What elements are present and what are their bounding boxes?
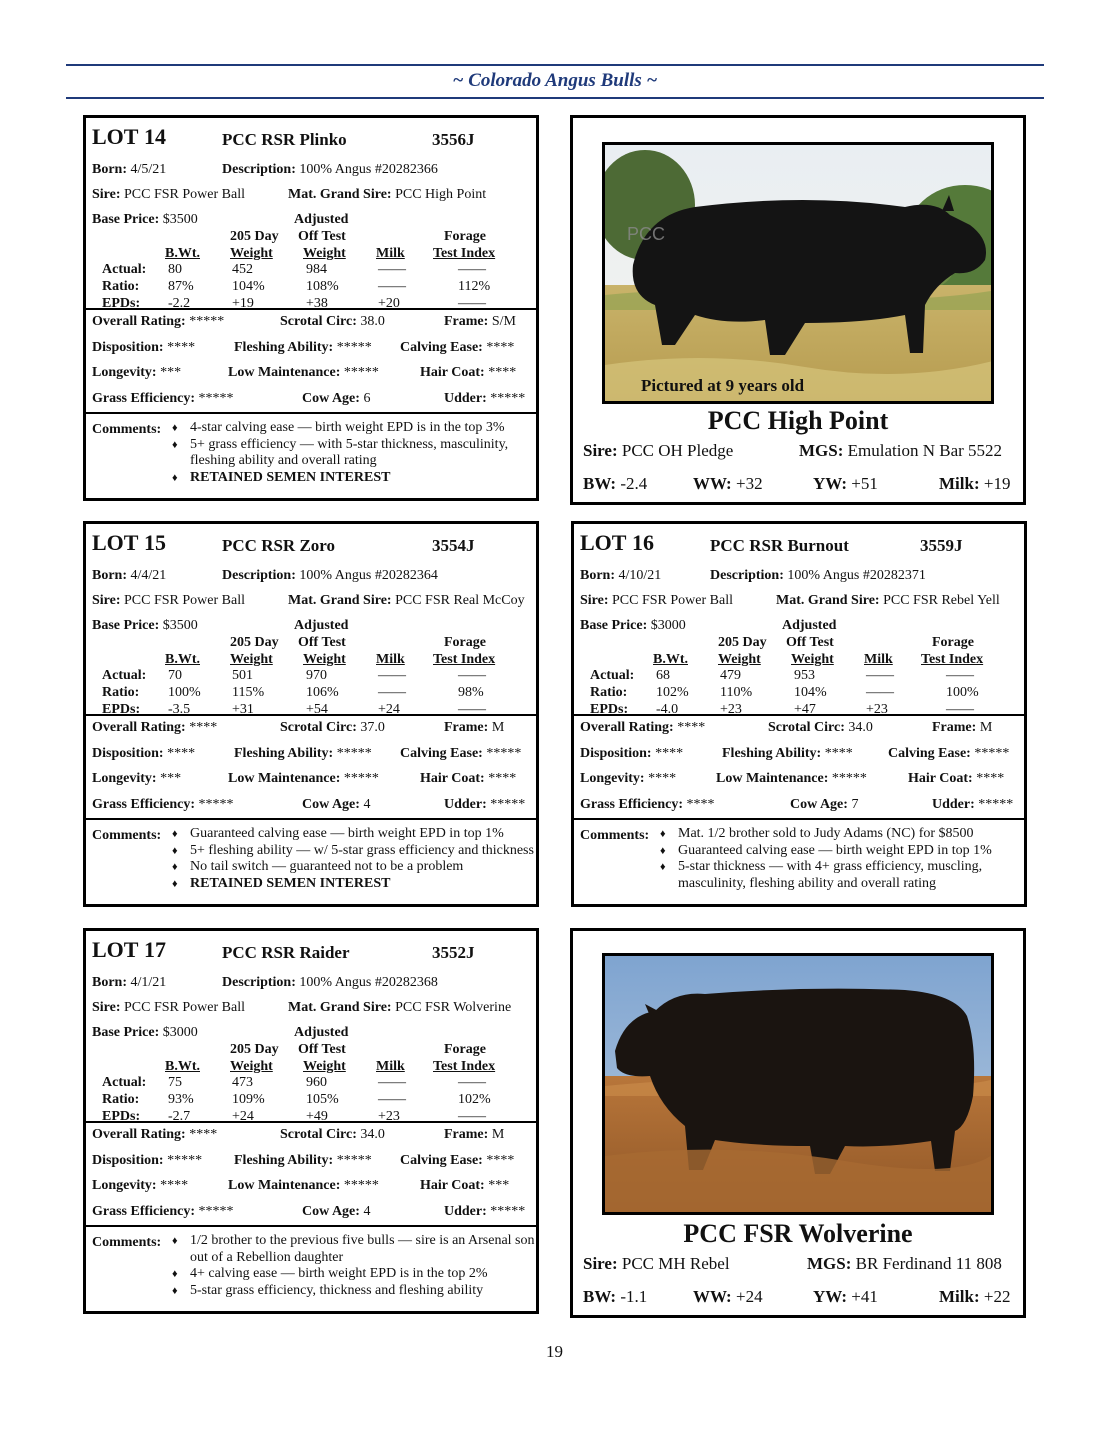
perf-header: 205 Day: [230, 1042, 279, 1057]
comment-item: ♦ 5-star grass efficiency, thickness and fleshing ability: [172, 1282, 484, 1298]
sire-field: Sire: PCC FSR Power Ball: [92, 1000, 245, 1015]
comments-list: [172, 1233, 536, 1299]
perf-header: Ratio:: [590, 685, 628, 700]
perf-cell-ratio: 100%: [168, 685, 201, 700]
perf-cell-actual: ——: [378, 1075, 406, 1090]
longevity-rating: Longevity: ***: [92, 365, 182, 380]
bullet-diamond-icon: ♦: [172, 861, 178, 873]
cow-age: Cow Age: 4: [302, 796, 371, 812]
lot-card-14: [83, 115, 539, 501]
perf-cell-actual: ——: [946, 668, 974, 683]
header-rule-bottom: [66, 97, 1044, 99]
bull-name: PCC RSR Plinko: [222, 130, 347, 149]
udder-rating: Udder: *****: [932, 796, 1014, 812]
grass-efficiency-rating: Grass Efficiency: *****: [92, 390, 234, 406]
comment-item: ♦ Mat. 1/2 brother sold to Judy Adams (NC) for $8500: [660, 826, 974, 841]
scrotal-circ: Scrotal Circ: 37.0: [280, 720, 385, 735]
comments-list: [660, 826, 1024, 892]
grass-efficiency-rating: Grass Efficiency: *****: [92, 796, 234, 812]
perf-cell-epds: +31: [232, 702, 254, 717]
scrotal-circ: Scrotal Circ: 34.0: [768, 720, 873, 735]
comments-section: Comments: ♦ Guaranteed calving ease — birth weight EPD in top 1% ♦ 5+ fleshing ability — w/ 5-star grass efficiency and thickness ♦ No tail switch — guaranteed not to be a problem ♦ RETAINED SEMEN INTEREST: [86, 820, 536, 904]
perf-cell-actual: ——: [866, 668, 894, 683]
perf-cell-actual: 80: [168, 262, 182, 277]
perf-cell-actual: 501: [232, 668, 253, 683]
perf-cell-actual: 452: [232, 262, 253, 277]
perf-header: Actual:: [102, 668, 147, 683]
perf-cell-actual: ——: [458, 1075, 486, 1090]
base-price: Base Price: $3500: [92, 618, 198, 633]
perf-cell-actual: 70: [168, 668, 182, 683]
epd-yw: YW: +51: [813, 474, 878, 493]
perf-header: Milk: [864, 652, 893, 667]
perf-header: Weight: [791, 652, 834, 667]
epd-milk: Milk: +22: [939, 1287, 1011, 1306]
perf-header: EPDs:: [102, 1109, 141, 1124]
comment-item: ♦ 5+ grass efficiency — with 5-star thickness, masculinity, fleshing ability and overall rating: [172, 436, 509, 468]
perf-header: Actual:: [102, 1075, 147, 1090]
perf-cell-actual: ——: [378, 262, 406, 277]
performance-table: [86, 1021, 536, 1124]
lot-card-16: [571, 521, 1027, 907]
performance-table: [86, 614, 536, 717]
perf-cell-ratio: 109%: [232, 1092, 265, 1107]
perf-header: 205 Day: [230, 635, 279, 650]
perf-cell-ratio: ——: [866, 685, 894, 700]
grass-efficiency-rating: Grass Efficiency: ****: [580, 796, 715, 812]
epd-milk: Milk: +19: [939, 474, 1011, 493]
perf-header: Off Test: [298, 229, 346, 244]
perf-header: Weight: [718, 652, 761, 667]
perf-cell-ratio: ——: [378, 1092, 406, 1107]
sire-field: Sire: PCC FSR Power Ball: [92, 593, 245, 608]
perf-header: Off Test: [298, 1042, 346, 1057]
overall-rating: Overall Rating: *****: [92, 314, 225, 329]
perf-cell-epds: ——: [458, 702, 486, 717]
perf-header: Ratio:: [102, 279, 140, 294]
perf-header: Milk: [376, 652, 405, 667]
lot-card-15: [83, 521, 539, 907]
longevity-rating: Longevity: ****: [580, 771, 677, 786]
perf-header: Adjusted: [294, 212, 349, 227]
overall-rating: Overall Rating: ****: [92, 720, 218, 735]
sire-name: PCC High Point: [707, 406, 889, 435]
udder-rating: Udder: *****: [444, 796, 526, 812]
svg-text:PCC: PCC: [627, 224, 666, 244]
perf-cell-ratio: 104%: [232, 279, 265, 294]
perf-header: EPDs:: [102, 702, 141, 717]
scrotal-circ: Scrotal Circ: 34.0: [280, 1127, 385, 1142]
perf-header: Weight: [230, 1059, 273, 1074]
perf-header: Adjusted: [294, 1025, 349, 1040]
comment-item: ♦ Guaranteed calving ease — birth weight EPD in top 1%: [660, 842, 992, 858]
epd-yw: YW: +41: [813, 1287, 878, 1306]
calving-rating: Calving Ease: ****: [400, 339, 515, 355]
description-field: Description: 100% Angus #20282366: [222, 162, 438, 177]
lot-number: LOT 17: [92, 937, 166, 962]
fleshing-rating: Fleshing Ability: ****: [722, 745, 853, 761]
performance-table: [574, 614, 1024, 717]
sire-field: Sire: PCC FSR Power Ball: [580, 593, 733, 608]
bullet-diamond-icon: ♦: [660, 844, 666, 857]
perf-cell-ratio: ——: [378, 279, 406, 294]
perf-cell-actual: 479: [720, 668, 741, 683]
lot-number: LOT 14: [92, 124, 166, 149]
perf-cell-epds: +49: [306, 1109, 328, 1124]
perf-cell-actual: ——: [458, 262, 486, 277]
bullet-diamond-icon: ♦: [172, 1284, 178, 1297]
black-angus-bull-image: [605, 145, 994, 404]
sire-mgs: MGS: BR Ferdinand 11 808: [807, 1254, 1002, 1273]
scrotal-circ: Scrotal Circ: 38.0: [280, 314, 385, 329]
perf-cell-ratio: 102%: [458, 1092, 491, 1107]
lot-card-17: [83, 928, 539, 1314]
perf-cell-epds: -2.2: [168, 296, 191, 311]
perf-cell-epds: +23: [378, 1109, 400, 1124]
comments-list: [172, 826, 536, 892]
perf-header: Adjusted: [294, 618, 349, 633]
page-number: 19: [546, 1342, 563, 1361]
epd-bw: BW: -1.1: [583, 1287, 648, 1306]
perf-header: EPDs:: [590, 702, 629, 717]
perf-header: Forage: [444, 1042, 486, 1057]
perf-header: Weight: [230, 652, 273, 667]
perf-cell-epds: +54: [306, 702, 328, 717]
epd-ww: WW: +32: [693, 474, 763, 493]
calving-rating: Calving Ease: *****: [888, 745, 1010, 761]
comment-item: ♦ 4+ calving ease — birth weight EPD is in the top 2%: [172, 1266, 488, 1281]
perf-cell-ratio: 98%: [458, 685, 484, 700]
sire-mgs: MGS: Emulation N Bar 5522: [799, 441, 1003, 460]
comment-item: ♦ RETAINED SEMEN INTEREST: [172, 875, 391, 891]
low-maint-rating: Low Maintenance: *****: [228, 365, 379, 380]
perf-header: Actual:: [590, 668, 635, 683]
comments-section: Comments: ♦ Mat. 1/2 brother sold to Judy Adams (NC) for $8500 ♦ Guaranteed calving ease — birth weight EPD in top 1% ♦ 5-star thickness — with 4+ grass efficiency, muscling, masculinity, fleshing ability and overall rating: [574, 820, 1024, 904]
perf-cell-epds: +23: [720, 702, 742, 717]
perf-header: Ratio:: [102, 685, 140, 700]
comment-item: ♦ 5+ fleshing ability — w/ 5-star grass efficiency and thickness: [172, 842, 534, 858]
perf-cell-actual: 953: [794, 668, 815, 683]
perf-cell-ratio: 102%: [656, 685, 689, 700]
perf-header: B.Wt.: [165, 1059, 200, 1074]
low-maint-rating: Low Maintenance: *****: [716, 771, 867, 786]
bullet-diamond-icon: ♦: [172, 828, 178, 840]
bull-photo: [602, 142, 994, 404]
perf-header: Test Index: [433, 1059, 496, 1074]
cow-age: Cow Age: 6: [302, 390, 371, 406]
mgs-field: Mat. Grand Sire: PCC FSR Real McCoy: [288, 593, 525, 608]
perf-header: Milk: [376, 246, 405, 261]
comment-item: ♦ 1/2 brother to the previous five bulls — sire is an Arsenal son out of a Rebellion daughter: [172, 1233, 535, 1265]
perf-cell-epds: +19: [232, 296, 254, 311]
born-field: Born: 4/1/21: [92, 975, 167, 990]
perf-cell-epds: ——: [458, 1109, 486, 1124]
base-price: Base Price: $3500: [92, 212, 198, 227]
longevity-rating: Longevity: ****: [92, 1178, 189, 1193]
perf-header: Off Test: [786, 635, 834, 650]
frame-score: Frame: M: [932, 720, 993, 735]
perf-cell-epds: -3.5: [168, 702, 191, 717]
perf-cell-ratio: 105%: [306, 1092, 339, 1107]
perf-header: Off Test: [298, 635, 346, 650]
comment-item: ♦ Guaranteed calving ease — birth weight EPD in top 1%: [172, 826, 504, 841]
bullet-diamond-icon: ♦: [172, 1268, 178, 1280]
bullet-diamond-icon: ♦: [172, 844, 178, 857]
hair-coat-rating: Hair Coat: ****: [420, 365, 517, 380]
tag-number: 3554J: [432, 536, 475, 555]
bull-name: PCC RSR Burnout: [710, 536, 849, 555]
overall-rating: Overall Rating: ****: [92, 1127, 218, 1142]
tag-number: 3552J: [432, 943, 475, 962]
bullet-diamond-icon: ♦: [172, 1235, 178, 1247]
perf-header: Weight: [230, 246, 273, 261]
perf-cell-ratio: 106%: [306, 685, 339, 700]
calving-rating: Calving Ease: *****: [400, 745, 522, 761]
disposition-rating: Disposition: ****: [580, 745, 684, 761]
description-field: Description: 100% Angus #20282364: [222, 568, 438, 583]
comment-item: ♦ No tail switch — guaranteed not to be a problem: [172, 859, 464, 874]
comments-section: Comments: ♦ 4-star calving ease — birth weight EPD is in the top 3% ♦ 5+ grass efficiency — with 5-star thickness, masculinity, fleshing ability and overall rating ♦ RETAINED SEMEN INTEREST: [86, 414, 536, 498]
perf-header: B.Wt.: [165, 246, 200, 261]
bullet-diamond-icon: ♦: [172, 438, 178, 451]
perf-header: Forage: [444, 229, 486, 244]
page-header-title: ~ Colorado Angus Bulls ~: [452, 70, 658, 91]
bullet-diamond-icon: ♦: [660, 861, 666, 873]
perf-header: Weight: [303, 246, 346, 261]
perf-cell-actual: ——: [458, 668, 486, 683]
perf-header: Test Index: [433, 652, 496, 667]
longevity-rating: Longevity: ***: [92, 771, 182, 786]
perf-cell-epds: +47: [794, 702, 816, 717]
perf-cell-epds: ——: [458, 296, 486, 311]
frame-score: Frame: S/M: [444, 314, 516, 329]
perf-cell-actual: 960: [306, 1075, 327, 1090]
bull-name: PCC RSR Raider: [222, 943, 350, 962]
sire-card-high-point: [570, 115, 1026, 505]
bullet-diamond-icon: ♦: [172, 422, 178, 434]
perf-cell-epds: +23: [866, 702, 888, 717]
base-price: Base Price: $3000: [580, 618, 686, 633]
bullet-diamond-icon: ♦: [172, 471, 178, 484]
description-field: Description: 100% Angus #20282368: [222, 975, 438, 990]
header-rule-top: [66, 64, 1044, 66]
disposition-rating: Disposition: ****: [92, 745, 196, 761]
frame-score: Frame: M: [444, 720, 505, 735]
udder-rating: Udder: *****: [444, 390, 526, 406]
cow-age: Cow Age: 4: [302, 1203, 371, 1219]
epd-ww: WW: +24: [693, 1287, 763, 1306]
tag-number: 3559J: [920, 536, 963, 555]
udder-rating: Udder: *****: [444, 1203, 526, 1219]
perf-cell-epds: +38: [306, 296, 328, 311]
sire-name: PCC FSR Wolverine: [683, 1219, 913, 1248]
perf-header: Test Index: [433, 246, 496, 261]
perf-cell-actual: 984: [306, 262, 327, 277]
sire-pedigree: Sire: PCC MH Rebel: [583, 1254, 730, 1273]
perf-cell-ratio: 87%: [168, 279, 194, 294]
perf-cell-epds: ——: [946, 702, 974, 717]
lot-number: LOT 15: [92, 530, 166, 555]
born-field: Born: 4/10/21: [580, 568, 662, 583]
perf-cell-epds: +20: [378, 296, 400, 311]
cow-age: Cow Age: 7: [790, 796, 859, 812]
disposition-rating: Disposition: *****: [92, 1152, 203, 1168]
performance-table: [86, 208, 536, 311]
comment-item: ♦ RETAINED SEMEN INTEREST: [172, 469, 391, 485]
perf-cell-ratio: 110%: [720, 685, 753, 700]
perf-header: 205 Day: [718, 635, 767, 650]
perf-header: Forage: [444, 635, 486, 650]
frame-score: Frame: M: [444, 1127, 505, 1142]
comments-section: Comments: ♦ 1/2 brother to the previous five bulls — sire is an Arsenal son out of a Rebellion daughter ♦ 4+ calving ease — birth weight EPD is in the top 2% ♦ 5-star grass efficiency, thickness and fleshing ability: [92, 1233, 535, 1298]
born-field: Born: 4/5/21: [92, 162, 167, 177]
perf-cell-ratio: ——: [378, 685, 406, 700]
bull-name: PCC RSR Zoro: [222, 536, 336, 555]
perf-cell-ratio: 112%: [458, 279, 491, 294]
comment-item: ♦ 4-star calving ease — birth weight EPD is in the top 3%: [172, 420, 505, 435]
bullet-diamond-icon: ♦: [660, 828, 666, 840]
tag-number: 3556J: [432, 130, 475, 149]
mgs-field: Mat. Grand Sire: PCC FSR Wolverine: [288, 1000, 512, 1015]
sire-card-wolverine: [570, 928, 1026, 1318]
sire-field: Sire: PCC FSR Power Ball: [92, 187, 245, 202]
epd-bw: BW: -2.4: [583, 474, 648, 493]
perf-header: Adjusted: [782, 618, 837, 633]
perf-cell-actual: ——: [378, 668, 406, 683]
fleshing-rating: Fleshing Ability: *****: [234, 745, 372, 761]
perf-cell-actual: 473: [232, 1075, 253, 1090]
perf-header: B.Wt.: [653, 652, 688, 667]
bullet-diamond-icon: ♦: [172, 877, 178, 890]
perf-cell-ratio: 93%: [168, 1092, 194, 1107]
perf-header: Ratio:: [102, 1092, 140, 1107]
perf-header: EPDs:: [102, 296, 141, 311]
perf-cell-epds: -4.0: [656, 702, 679, 717]
photo-caption: Pictured at 9 years old: [641, 376, 805, 395]
perf-header: Weight: [303, 1059, 346, 1074]
perf-cell-actual: 68: [656, 668, 670, 683]
perf-cell-ratio: 104%: [794, 685, 827, 700]
mgs-field: Mat. Grand Sire: PCC High Point: [288, 187, 487, 202]
mgs-field: Mat. Grand Sire: PCC FSR Rebel Yell: [776, 593, 1000, 608]
perf-header: Test Index: [921, 652, 984, 667]
fleshing-rating: Fleshing Ability: *****: [234, 339, 372, 355]
comment-item: ♦ 5-star thickness — with 4+ grass efficiency, muscling, masculinity, fleshing ability and overall rating: [660, 859, 983, 891]
perf-header: Actual:: [102, 262, 147, 277]
perf-header: B.Wt.: [165, 652, 200, 667]
overall-rating: Overall Rating: ****: [580, 720, 706, 735]
low-maint-rating: Low Maintenance: *****: [228, 771, 379, 786]
perf-header: Weight: [303, 652, 346, 667]
perf-header: Forage: [932, 635, 974, 650]
calving-rating: Calving Ease: ****: [400, 1152, 515, 1168]
perf-cell-epds: +24: [378, 702, 400, 717]
low-maint-rating: Low Maintenance: *****: [228, 1178, 379, 1193]
perf-cell-actual: 970: [306, 668, 327, 683]
hair-coat-rating: Hair Coat: ***: [420, 1178, 510, 1193]
perf-header: Milk: [376, 1059, 405, 1074]
disposition-rating: Disposition: ****: [92, 339, 196, 355]
perf-cell-epds: +24: [232, 1109, 254, 1124]
bull-photo: [602, 953, 994, 1215]
hair-coat-rating: Hair Coat: ****: [420, 771, 517, 786]
comments-list: [172, 420, 536, 486]
description-field: Description: 100% Angus #20282371: [710, 568, 926, 583]
grass-efficiency-rating: Grass Efficiency: *****: [92, 1203, 234, 1219]
sire-pedigree: Sire: PCC OH Pledge: [583, 441, 734, 460]
perf-cell-ratio: 100%: [946, 685, 979, 700]
perf-cell-ratio: 108%: [306, 279, 339, 294]
black-angus-bull-image: [605, 956, 994, 1215]
perf-cell-actual: 75: [168, 1075, 182, 1090]
lot-number: LOT 16: [580, 530, 654, 555]
perf-cell-ratio: 115%: [232, 685, 265, 700]
perf-header: 205 Day: [230, 229, 279, 244]
fleshing-rating: Fleshing Ability: *****: [234, 1152, 372, 1168]
base-price: Base Price: $3000: [92, 1025, 198, 1040]
hair-coat-rating: Hair Coat: ****: [908, 771, 1005, 786]
born-field: Born: 4/4/21: [92, 568, 167, 583]
perf-cell-epds: -2.7: [168, 1109, 191, 1124]
